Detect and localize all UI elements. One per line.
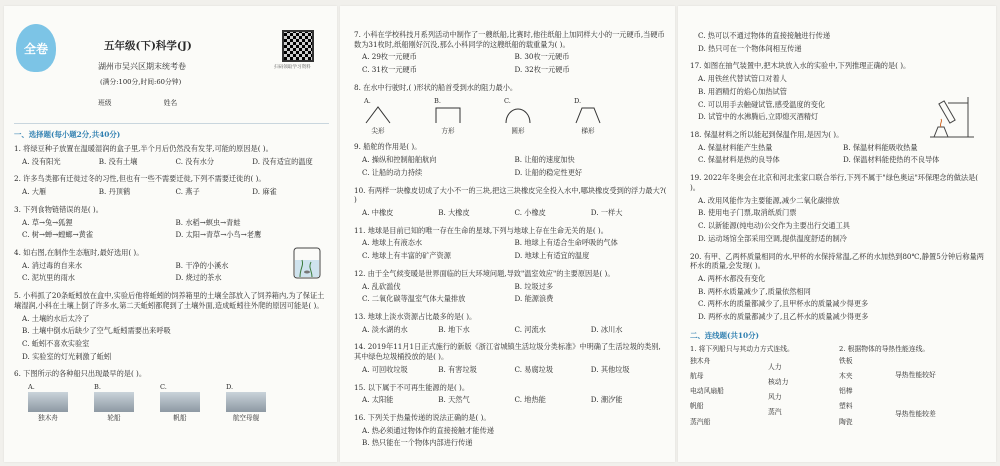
answer-option[interactable]: B. 地球上有适合生命呼吸的气体	[514, 238, 618, 248]
answer-option[interactable]: B. 土壤中倒水后缺少了空气,蚯蚓需要出来呼吸	[22, 326, 171, 336]
answer-option[interactable]: D. 让船的稳定性更好	[514, 167, 583, 177]
answer-option[interactable]: C. 二氧化碳等温室气体大量排放	[362, 294, 466, 304]
answer-option[interactable]: C. 以新能源(纯电动)公交作为主要出行交通工具	[698, 221, 850, 231]
answer-option[interactable]: B. 大橡皮	[438, 207, 470, 217]
answer-options	[698, 196, 988, 247]
match1-title: 1. 将下列船只与其动力方式连线。	[690, 344, 794, 353]
ship-image	[28, 392, 68, 412]
q16-options-cont	[698, 31, 988, 56]
answer-option[interactable]: A. 淡水湖的水	[362, 324, 408, 334]
answer-option[interactable]: C. 易腐垃圾	[514, 364, 554, 374]
question-text: 7. 小科在学校科技月系列活动中制作了一艘纸船,比赛时,他往纸船上加同样大小的一元硬币,当硬币数为31枚时,纸船刚好沉没,那么小科同学的这艘纸船的载重量为( )。	[354, 30, 665, 49]
brand-logo	[16, 24, 56, 72]
match-item-power[interactable]: 人力	[768, 362, 782, 371]
question-text: 13. 地球上淡水资源占比最多的是( )。	[354, 312, 477, 321]
answer-option[interactable]: C. 保温材料是热的良导体	[698, 155, 780, 165]
question-text: 2. 许多鸟类都有迁徙过冬的习性,但也有一些不需要迁徙,下列不需要迁徙的( )。	[14, 174, 266, 184]
answer-option[interactable]: A. 改用风能作为主要能源,减少二氧化碳排放	[698, 195, 840, 205]
column-1	[4, 124, 337, 462]
question-text: 8. 在水中行驶时,( )形状的船首受到水的阻力最小。	[354, 82, 518, 92]
heating-apparatus-icon	[924, 93, 980, 139]
question-text: 17. 如图在抽气装置中,把木块放入水的实验中,下列推理正确的是( )。	[690, 61, 911, 71]
answer-option[interactable]: B. 让船的速度加快	[514, 155, 575, 165]
match-item-material[interactable]: 塑料	[839, 402, 853, 411]
answer-option[interactable]: D. 太阳→青草→小鸟→老鹰	[175, 230, 262, 240]
answer-options	[362, 325, 667, 338]
answer-option[interactable]: B. 30枚一元硬币	[514, 52, 570, 62]
answer-option[interactable]: A. 热必须通过物体作的直接接触才能传递	[362, 425, 494, 435]
answer-option[interactable]: A. 消过毒的自来水	[22, 260, 83, 270]
answer-option[interactable]: B. 使用电子门票,取消纸质门票	[698, 208, 797, 218]
answer-option[interactable]: B. 水稻→螟虫→青蛙	[175, 217, 241, 227]
answer-option[interactable]: C. 河流水	[514, 324, 546, 334]
shape-label: 方形	[441, 127, 455, 136]
match1-right	[768, 357, 788, 427]
bow-shape-icon	[364, 105, 392, 125]
answer-option[interactable]: B. 用酒精灯的焰心加热试管	[698, 86, 787, 96]
answer-option[interactable]: A. 土壤的水后太冷了	[22, 313, 90, 323]
shape-label: 尖形	[371, 127, 385, 136]
option-letter: D.	[574, 96, 582, 105]
answer-options	[22, 157, 329, 170]
question-text: 12. 由于全气候变暖是世界面临的巨大环境问题,导致"温室效应"的主要原因是( )。	[354, 268, 615, 278]
answer-option[interactable]: D. 没有适宜的温度	[252, 156, 313, 166]
question-list-1	[14, 144, 329, 379]
answer-options	[22, 187, 329, 200]
answer-options	[698, 143, 988, 168]
exam-score-time: (满分:100分,时间:60分钟)	[100, 78, 182, 86]
logo-text: 全卷	[23, 41, 48, 56]
bow-shape-option[interactable]	[574, 97, 602, 137]
answer-options	[362, 426, 667, 451]
match-item-conductivity[interactable]: 导热性能较好	[895, 370, 936, 379]
ship-label: 帆船	[173, 414, 187, 423]
answer-option[interactable]: A. 用铁丝代替试管口对着人	[698, 74, 787, 84]
ship-picture-option[interactable]	[226, 383, 266, 423]
class-label: 班级	[98, 99, 112, 107]
match-item-power[interactable]: 蒸汽	[768, 408, 782, 417]
answer-options	[362, 282, 667, 307]
match-item-ship[interactable]: 蒸汽船	[690, 417, 711, 426]
match-item-material[interactable]: 陶瓷	[839, 417, 853, 426]
ship-label: 轮船	[107, 414, 121, 423]
match-item-ship[interactable]: 帆船	[690, 402, 704, 411]
match-item-ship[interactable]: 电动风扇船	[690, 387, 724, 396]
answer-option[interactable]: B. 没有土壤	[98, 156, 138, 166]
answer-option[interactable]: A. 大雁	[22, 187, 47, 197]
answer-option[interactable]: A. 两杯水都没有变化	[698, 273, 766, 283]
match2-right	[895, 357, 936, 427]
answer-option[interactable]: D. 地球上有适宜的温度	[514, 251, 590, 261]
option-letter: C.	[160, 383, 167, 392]
answer-option[interactable]: C. 没有水分	[175, 156, 215, 166]
answer-options	[698, 274, 988, 325]
match-item-conductivity[interactable]: 导热性能较差	[895, 410, 936, 419]
answer-option[interactable]: D. 其他垃圾	[590, 364, 630, 374]
section-title-choice: 一、选择题(每小题2分,共40分)	[14, 130, 121, 139]
bow-shape-option[interactable]	[434, 97, 462, 137]
answer-options	[362, 365, 667, 378]
student-info-line	[98, 97, 177, 107]
answer-options	[22, 218, 329, 243]
match-item-ship[interactable]: 航母	[690, 372, 704, 381]
option-letter: C.	[504, 96, 511, 105]
ship-picture-option[interactable]	[28, 383, 68, 423]
ship-image	[226, 392, 266, 412]
answer-option[interactable]: A. 太阳能	[362, 395, 394, 405]
question-text: 14. 2019年11月1日正式施行的新版《浙江省城镇生活垃圾分类标准》中明确了生活垃圾的类别,其中绿色垃圾桶投放的是( )。	[354, 342, 661, 362]
option-letter: A.	[364, 96, 371, 105]
exam-source: 湖州市吴兴区期末统考卷	[98, 62, 186, 71]
column-2	[340, 6, 675, 462]
answer-option[interactable]: C. 树→蝉→螳螂→黄雀	[22, 230, 94, 240]
option-letter: D.	[226, 383, 234, 392]
ship-label: 航空母舰	[232, 414, 260, 423]
bow-shape-icon	[574, 105, 602, 125]
answer-option[interactable]: D. 麻雀	[252, 187, 277, 197]
question-text: 1. 将绿豆种子放置在温暖湿润的盒子里,半个月后仍然没有发芽,可能的原因是( )。	[14, 143, 273, 153]
answer-option[interactable]: A. 29枚一元硬币	[362, 52, 417, 62]
answer-option[interactable]: B. 保温材料能吸收热量	[843, 142, 918, 152]
match-item-material[interactable]: 铁板	[839, 356, 853, 365]
answer-option[interactable]: C. 地热能	[514, 395, 546, 405]
ship-image	[160, 392, 200, 412]
answer-option[interactable]: D. 热只可在一个物体间相互传递	[698, 43, 802, 53]
answer-options	[22, 261, 329, 286]
match-item-power[interactable]: 核动力	[768, 378, 789, 387]
answer-options	[362, 238, 667, 263]
shape-label: 圆形	[511, 127, 525, 136]
answer-option[interactable]: D. 能源浪费	[514, 294, 554, 304]
answer-option[interactable]: D. 一样大	[590, 207, 623, 217]
answer-option[interactable]: C. 让船的动力持续	[362, 167, 423, 177]
question-list-2a	[354, 30, 667, 93]
bow-shape-icon	[434, 105, 462, 125]
answer-option[interactable]: B. 热只能在一个物体内部进行传递	[362, 438, 473, 448]
answer-options	[362, 208, 667, 221]
shape-label: 梯形	[581, 127, 595, 136]
answer-option[interactable]: B. 地下水	[438, 324, 470, 334]
answer-option[interactable]: D. 两杯水的质量都减少了,且乙杯水的质量减少得更多	[698, 312, 869, 322]
answer-option[interactable]: B. 干净的小溪水	[175, 260, 229, 270]
answer-options	[362, 52, 667, 77]
answer-options	[362, 155, 667, 180]
answer-option[interactable]: C. 可以用手去触碰试管,感受温度的变化	[698, 99, 826, 109]
page-right	[678, 6, 996, 462]
answer-option[interactable]: D. 冰川水	[590, 324, 623, 334]
question-text: 11. 地球是目前已知的唯一存在生命的星球,下列与地球上存在生命无关的是( )。	[354, 225, 608, 235]
answer-option[interactable]: A. 地球上有液态水	[362, 238, 423, 248]
question-text: 5. 小科抓了20条蚯蚓放在盒中,实验后他将蚯蚓的饲养箱里的土壤全部放入了饲养箱内,为了保证土壤湿润,小科在土壤上倒了许多水,第二天蚯蚓都爬到了土壤外面,造成蚯蚓往外爬的原因可能是( )。	[14, 291, 325, 310]
section-title-matching: 二、连线题(共10分)	[690, 330, 760, 340]
name-label: 姓名	[163, 99, 178, 107]
question-text: 10. 有两样一块橡皮切成了大小不一的三块,把这三块橡皮完全投入水中,哪块橡皮受到的浮力最大?( )	[354, 185, 667, 205]
bow-shape-option[interactable]	[504, 97, 532, 137]
option-letter: A.	[28, 383, 35, 392]
answer-option[interactable]: A. 操纵和控制船舶航向	[362, 155, 437, 165]
qr-caption: 扫码领取学习资料	[274, 65, 311, 70]
matching-area	[690, 345, 988, 427]
answer-option[interactable]: D. 运动场馆全部采用空调,提供温度舒适的制冷	[698, 233, 847, 243]
question-text: 4. 如右图,在制作生态瓶时,最好选用( )。	[14, 248, 144, 258]
answer-option[interactable]: D. 实验室的灯光刺激了蚯蚓	[22, 351, 112, 361]
answer-option[interactable]: B. 两杯水质量减少了,质量依然相同	[698, 286, 811, 296]
answer-option[interactable]: C. 泥坑里的雨水	[22, 273, 75, 283]
answer-option[interactable]: C. 燕子	[175, 187, 200, 197]
match-item-ship[interactable]: 独木舟	[690, 356, 711, 365]
qr-code-icon[interactable]	[282, 30, 314, 62]
ship-label: 独木舟	[38, 414, 58, 423]
answer-option[interactable]: C. 地球上有丰富的矿产资源	[362, 251, 451, 261]
option-letter: B.	[434, 96, 441, 105]
question-text: 6. 下图所示的各种船只出现最早的是( )。	[14, 369, 147, 379]
bow-shape-icon	[504, 105, 532, 125]
page-middle	[340, 6, 675, 462]
answer-option[interactable]: D. 保温材料能使热的不良导体	[843, 155, 940, 165]
column-3	[678, 6, 996, 462]
ship-picture-option[interactable]	[160, 383, 200, 423]
question-text: 16. 下列关于热量传递的说法正确的是( )。	[354, 413, 491, 423]
question-text: 19. 2022年冬奥会在北京和河北张家口联合举行,下列不属于"绿色奥运"环保理念的做法是( )。	[690, 173, 979, 192]
ship-image	[94, 392, 134, 412]
match2-left	[839, 357, 895, 427]
question-text: 15. 以下属于不可再生能源的是( )。	[354, 382, 470, 392]
answer-option[interactable]: D. 潮汐能	[590, 395, 623, 405]
answer-option[interactable]: C. 热可以不通过物体的直接接触进行传递	[698, 31, 831, 40]
answer-option[interactable]: C. 小橡皮	[514, 207, 546, 217]
match-item-power[interactable]: 风力	[768, 393, 782, 402]
answer-option[interactable]: A. 乱砍滥伐	[362, 281, 401, 291]
answer-option[interactable]: B. 天然气	[438, 395, 470, 405]
answer-option[interactable]: A. 中橡皮	[362, 207, 394, 217]
answer-option[interactable]: D. 32枚一元硬币	[514, 65, 570, 75]
answer-option[interactable]: B. 丹顶鹤	[98, 187, 131, 197]
question-list-2b	[354, 142, 667, 451]
answer-option[interactable]: C. 蚯蚓不喜欢实验室	[22, 339, 90, 349]
answer-option[interactable]: A. 保温材料能产生热量	[698, 142, 773, 152]
question-text: 20. 有甲、乙两杯质量相同的水,甲杯的水保持常温,乙杯的水加热到80℃,静置5分钟后称量两杯水的质量,会发现( )。	[690, 251, 984, 271]
answer-option[interactable]: B. 垃圾过多	[514, 281, 554, 291]
answer-option[interactable]: D. 烧过的茶水	[175, 273, 222, 283]
answer-option[interactable]: A. 草→兔→狐狸	[22, 217, 73, 227]
exam-title: 五年级(下)科学(J)	[104, 40, 192, 52]
bow-shape-option[interactable]	[364, 97, 392, 137]
answer-options	[22, 314, 329, 365]
answer-option[interactable]: A. 没有阳光	[22, 156, 61, 166]
answer-option[interactable]: B. 有害垃圾	[438, 364, 477, 374]
option-letter: B.	[94, 383, 101, 392]
question-text: 3. 下列食物链错误的是( )。	[14, 204, 103, 214]
question-text: 9. 船舵的作用是( )。	[354, 142, 422, 152]
match-item-material[interactable]: 木夹	[839, 372, 853, 381]
match1-left	[690, 357, 768, 427]
exam-header	[4, 6, 337, 124]
answer-option[interactable]: C. 两杯水的质量都减少了,且甲杯水的质量减少得更多	[698, 299, 869, 309]
ship-picture-option[interactable]	[94, 383, 134, 423]
match-item-material[interactable]: 铝棒	[839, 387, 853, 396]
answer-options	[362, 395, 667, 408]
bow-shape-options	[364, 97, 667, 137]
answer-option[interactable]: A. 可回收垃圾	[362, 364, 408, 374]
question-text: 18. 保温材料之所以能起到保温作用,是因为( )。	[690, 130, 844, 140]
answer-option[interactable]: C. 31枚一元硬币	[362, 65, 417, 75]
ecosystem-jar-icon	[290, 244, 324, 280]
match2-title: 2. 根据物体的导热性能连线。	[839, 344, 930, 353]
page-left	[4, 6, 337, 462]
answer-option[interactable]: D. 试管中的水沸腾后,立即熄灭酒精灯	[698, 112, 819, 122]
ship-pictures	[28, 383, 329, 423]
